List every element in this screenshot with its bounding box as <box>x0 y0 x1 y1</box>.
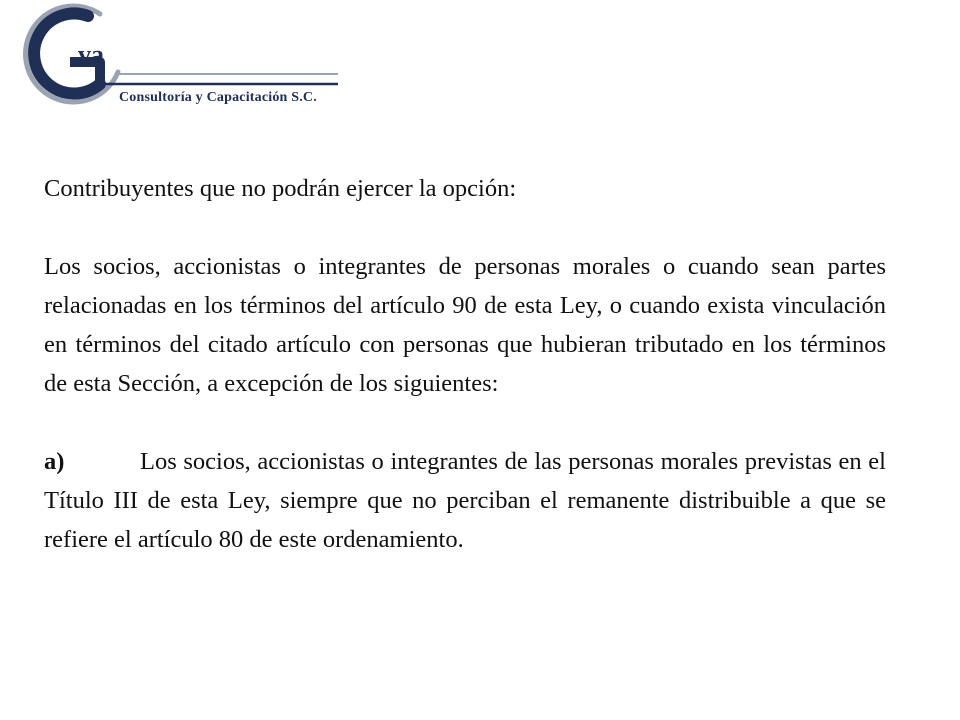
intro-paragraph: Los socios, accionistas o integrantes de personas morales o cuando sean partes relacionadas en los términos del artículo 90 de esta Ley, o cuando exista vinculación en términos del citado artículo con personas que hubieran tributado en los términos de esta Sección, a excepción de los siguientes: <box>44 253 886 397</box>
company-name: Consultoría y Capacitación S.C. <box>119 90 317 105</box>
list-item <box>44 442 886 559</box>
list-item-label: a) <box>44 448 65 475</box>
section-heading: Contribuyentes que no podrán ejercer la opción: <box>44 175 517 202</box>
logo-va-text: va <box>78 40 104 69</box>
document-body <box>44 169 886 559</box>
list-item-text: Los socios, accionistas o integrantes de las personas morales previstas en el Título III de esta Ley, siempre que no perciban el remanente distribuible a que se refiere el artículo 80 de este ordenamiento. <box>44 448 886 553</box>
company-logo <box>0 0 360 120</box>
